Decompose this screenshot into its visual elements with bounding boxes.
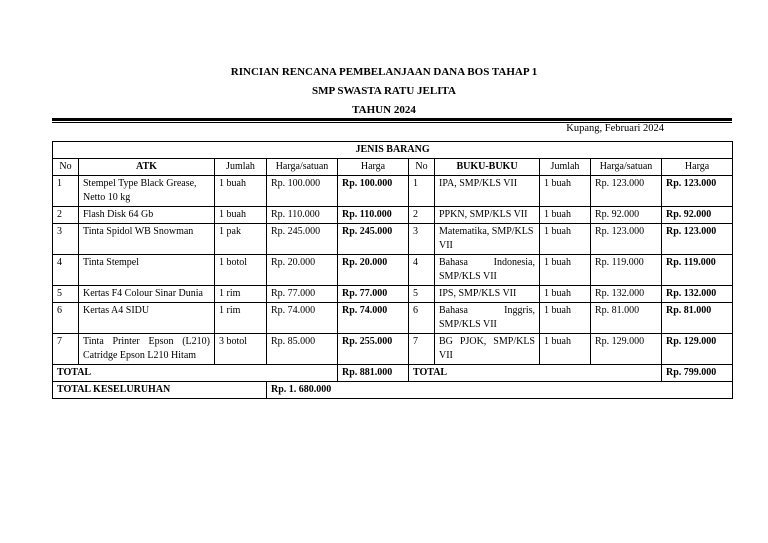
cell-no-2: 5 <box>409 286 435 303</box>
cell-atk: Tinta Spidol WB Snowman <box>79 224 215 255</box>
total-label-atk: TOTAL <box>53 365 338 382</box>
total-buku: Rp. 799.000 <box>662 365 733 382</box>
budget-table <box>52 141 733 399</box>
grand-total-row <box>53 382 733 399</box>
cell-jumlah-2: 1 buah <box>540 224 591 255</box>
cell-buku: BG PJOK, SMP/KLS VII <box>435 334 540 365</box>
total-row <box>53 365 733 382</box>
cell-harga-2: Rp. 119.000 <box>662 255 733 286</box>
col-harga-satuan-2: Harga/satuan <box>591 159 662 176</box>
cell-harga: Rp. 74.000 <box>338 303 409 334</box>
cell-harga-2: Rp. 92.000 <box>662 207 733 224</box>
cell-buku: IPS, SMP/KLS VII <box>435 286 540 303</box>
cell-jumlah-2: 1 buah <box>540 303 591 334</box>
cell-satuan: Rp. 74.000 <box>267 303 338 334</box>
header-rule-thick <box>52 118 732 121</box>
cell-no: 2 <box>53 207 79 224</box>
cell-no: 5 <box>53 286 79 303</box>
document-title: RINCIAN RENCANA PEMBELANJAAN DANA BOS TAHAP 1 <box>230 66 538 78</box>
col-atk: ATK <box>79 159 215 176</box>
cell-no-2: 3 <box>409 224 435 255</box>
cell-harga-2: Rp. 132.000 <box>662 286 733 303</box>
cell-satuan-2: Rp. 123.000 <box>591 176 662 207</box>
cell-jumlah: 1 rim <box>215 286 267 303</box>
cell-satuan: Rp. 110.000 <box>267 207 338 224</box>
col-harga-2: Harga <box>662 159 733 176</box>
cell-atk: Stempel Type Black Grease, Netto 10 kg <box>79 176 215 207</box>
cell-jumlah: 3 botol <box>215 334 267 365</box>
group-header: JENIS BARANG <box>53 142 733 159</box>
cell-satuan-2: Rp. 81.000 <box>591 303 662 334</box>
cell-jumlah: 1 pak <box>215 224 267 255</box>
cell-buku: IPA, SMP/KLS VII <box>435 176 540 207</box>
cell-no: 3 <box>53 224 79 255</box>
cell-harga: Rp. 100.000 <box>338 176 409 207</box>
grand-total-value: Rp. 1. 680.000 <box>267 382 733 399</box>
cell-atk: Kertas A4 SIDU <box>79 303 215 334</box>
cell-satuan-2: Rp. 92.000 <box>591 207 662 224</box>
cell-buku: Bahasa Inggris, SMP/KLS VII <box>435 303 540 334</box>
cell-jumlah-2: 1 buah <box>540 286 591 303</box>
cell-no-2: 7 <box>409 334 435 365</box>
cell-jumlah-2: 1 buah <box>540 334 591 365</box>
cell-no: 4 <box>53 255 79 286</box>
cell-satuan: Rp. 85.000 <box>267 334 338 365</box>
cell-buku: Matematika, SMP/KLS VII <box>435 224 540 255</box>
grand-total-label: TOTAL KESELURUHAN <box>53 382 267 399</box>
cell-harga: Rp. 245.000 <box>338 224 409 255</box>
cell-jumlah: 1 buah <box>215 207 267 224</box>
col-jumlah: Jumlah <box>215 159 267 176</box>
total-atk: Rp. 881.000 <box>338 365 409 382</box>
col-buku: BUKU-BUKU <box>435 159 540 176</box>
place-date: Kupang, Februari 2024 <box>566 123 664 134</box>
cell-jumlah-2: 1 buah <box>540 255 591 286</box>
table-row <box>53 207 733 224</box>
cell-no-2: 4 <box>409 255 435 286</box>
cell-no-2: 2 <box>409 207 435 224</box>
cell-satuan: Rp. 245.000 <box>267 224 338 255</box>
cell-jumlah-2: 1 buah <box>540 207 591 224</box>
cell-atk: Kertas F4 Colour Sinar Dunia <box>79 286 215 303</box>
total-label-buku: TOTAL <box>409 365 662 382</box>
col-jumlah-2: Jumlah <box>540 159 591 176</box>
table-row <box>53 334 733 365</box>
table-row <box>53 176 733 207</box>
cell-jumlah: 1 botol <box>215 255 267 286</box>
cell-satuan: Rp. 77.000 <box>267 286 338 303</box>
cell-harga: Rp. 77.000 <box>338 286 409 303</box>
table-row <box>53 303 733 334</box>
table-row <box>53 224 733 255</box>
cell-harga-2: Rp. 123.000 <box>662 176 733 207</box>
cell-satuan-2: Rp. 123.000 <box>591 224 662 255</box>
cell-buku: PPKN, SMP/KLS VII <box>435 207 540 224</box>
cell-harga: Rp. 110.000 <box>338 207 409 224</box>
cell-no: 6 <box>53 303 79 334</box>
col-no: No <box>53 159 79 176</box>
cell-harga-2: Rp. 123.000 <box>662 224 733 255</box>
cell-satuan-2: Rp. 119.000 <box>591 255 662 286</box>
cell-harga-2: Rp. 81.000 <box>662 303 733 334</box>
col-harga-satuan: Harga/satuan <box>267 159 338 176</box>
cell-no-2: 1 <box>409 176 435 207</box>
cell-no: 1 <box>53 176 79 207</box>
cell-no-2: 6 <box>409 303 435 334</box>
cell-harga: Rp. 255.000 <box>338 334 409 365</box>
cell-atk: Tinta Printer Epson (L210) Catridge Epson L210 Hitam <box>79 334 215 365</box>
school-name: SMP SWASTA RATU JELITA <box>312 85 456 97</box>
col-no-2: No <box>409 159 435 176</box>
cell-atk: Tinta Stempel <box>79 255 215 286</box>
col-harga: Harga <box>338 159 409 176</box>
cell-buku: Bahasa Indonesia, SMP/KLS VII <box>435 255 540 286</box>
cell-satuan: Rp. 100.000 <box>267 176 338 207</box>
cell-jumlah: 1 rim <box>215 303 267 334</box>
cell-satuan-2: Rp. 132.000 <box>591 286 662 303</box>
table-row <box>53 286 733 303</box>
cell-atk: Flash Disk 64 Gb <box>79 207 215 224</box>
cell-harga-2: Rp. 129.000 <box>662 334 733 365</box>
cell-no: 7 <box>53 334 79 365</box>
cell-jumlah-2: 1 buah <box>540 176 591 207</box>
document-year: TAHUN 2024 <box>352 104 416 116</box>
cell-harga: Rp. 20.000 <box>338 255 409 286</box>
cell-satuan-2: Rp. 129.000 <box>591 334 662 365</box>
cell-satuan: Rp. 20.000 <box>267 255 338 286</box>
cell-jumlah: 1 buah <box>215 176 267 207</box>
table-row <box>53 255 733 286</box>
